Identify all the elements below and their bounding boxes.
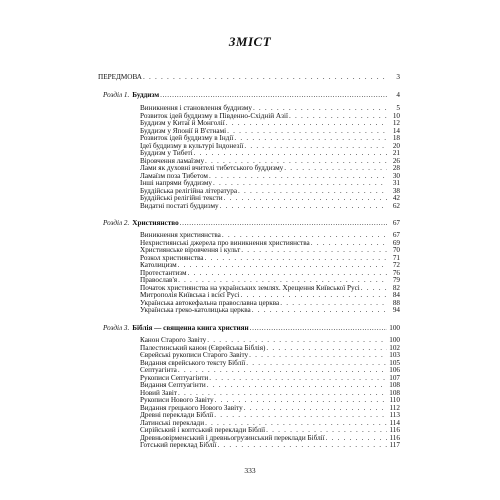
dot-leader [143, 73, 387, 81]
toc-item-page: 72 [392, 261, 400, 269]
toc-item-page: 112 [389, 403, 400, 412]
section-page: 67 [392, 219, 400, 227]
toc-item-label: Сирійський і коптський переклади Біблії [140, 426, 266, 434]
toc-item-label: Українська автокефальна православна церква [140, 298, 280, 307]
toc-item-label: Розвиток ідей буддизму в Південно-Східній Азії [140, 111, 288, 120]
toc-item-label: Видатні постаті буддизму [140, 201, 219, 210]
section-page: 100 [389, 324, 400, 332]
toc-item-page: 70 [392, 246, 400, 254]
dot-leader [180, 219, 387, 227]
toc-item-page: 88 [392, 298, 400, 307]
toc-item-page: 117 [389, 441, 400, 449]
toc-item-page: 100 [389, 336, 400, 344]
dot-leader [220, 202, 387, 210]
toc-item-label: Буддизм у Японії й В'єтнамі [140, 126, 227, 135]
toc-item-label: Палестинський канон (Єврейська Біблія) [140, 343, 266, 352]
dot-leader [160, 91, 387, 99]
toc-item-page: 103 [389, 351, 400, 359]
toc-item-label: Канон Старого Завіту [140, 336, 207, 344]
toc-item-page: 108 [389, 381, 400, 389]
toc-item-page: 28 [392, 164, 400, 172]
toc-item-page: 108 [389, 388, 400, 397]
toc-item-page: 5 [396, 104, 400, 112]
toc-item-page: 30 [392, 171, 400, 180]
toc-item-label: Готський переклад Біблії [140, 441, 217, 449]
toc-item-label: Буддизм у Китаї й Монголії [140, 119, 225, 127]
toc-item-page: 106 [389, 366, 400, 374]
toc-item[interactable] [140, 441, 400, 449]
toc-item-label: Християнське віровчення і культ [140, 246, 241, 254]
toc-item-page: 114 [389, 418, 400, 427]
page-number: 333 [244, 466, 256, 475]
toc-item-page: 84 [392, 291, 400, 299]
toc-item-label: Лами як духовні вчителі тибетського буддизму [140, 164, 284, 172]
toc-item-label: Латинські переклади [140, 418, 205, 427]
toc-item-page: 12 [392, 119, 400, 127]
toc-item-page: 62 [392, 201, 400, 210]
toc-item-label: Септуагінта [140, 366, 177, 374]
toc-item-label: Нехристиянські джерела про виникнення християнства [140, 238, 310, 247]
toc-item-page: 79 [392, 276, 400, 284]
toc-item-label: Буддійські релігійні тексти [140, 194, 223, 202]
toc-item-label: Виникнення і становлення буддизму [140, 104, 252, 112]
toc-item-label: Митрополія Київська і всієї Русі [140, 291, 240, 299]
toc-item-page: 14 [392, 126, 400, 135]
toc-item-page: 102 [389, 343, 400, 352]
toc-item-page: 71 [392, 253, 400, 262]
toc-item-label: Протестантизм [140, 268, 187, 277]
toc-item-page: 3 [396, 73, 400, 81]
toc-item-label: Віровчення ламаїзму [140, 156, 205, 165]
toc-item-page: 67 [392, 231, 400, 239]
toc-item-page: 94 [392, 306, 400, 314]
toc-item-label: Ламаїзм поза Тибетом [140, 171, 208, 180]
toc-item-label: Древні переклади Біблії [140, 411, 214, 419]
toc-item-label: Видання грецького Нового Завіту [140, 403, 243, 412]
section-prefix: Розділ 2. [103, 219, 130, 227]
toc-item-page: 76 [392, 268, 400, 277]
section-title: Біблія — священна книга християн [132, 324, 249, 332]
toc-item-label: Початок християнства на українських землях. Хрещення Київської Русі [140, 283, 360, 292]
toc-preface[interactable] [98, 73, 400, 81]
toc-item-label: Розвиток ідей буддизму в Індії [140, 134, 234, 142]
toc-item-page: 21 [392, 149, 400, 157]
toc-item-label: Українська греко-католицька церква [140, 306, 251, 314]
toc-item-page: 26 [392, 156, 400, 165]
toc-item-page: 110 [389, 396, 400, 404]
toc-item-page: 107 [389, 373, 400, 382]
toc-item-label: Православ'я [140, 276, 178, 284]
toc-item-page: 20 [392, 141, 400, 150]
toc-item-page: 82 [392, 283, 400, 292]
toc-item-page: 38 [392, 186, 400, 195]
toc-item-page: 10 [392, 111, 400, 120]
section-prefix: Розділ 3. [103, 324, 130, 332]
toc-item-page: 116 [389, 426, 400, 434]
toc-item-label: Древньовірменський і древньогрузинський переклади Біблії [140, 433, 325, 442]
toc-item[interactable] [140, 202, 400, 210]
toc-section-2[interactable] [103, 219, 400, 227]
toc-section-1[interactable] [103, 91, 400, 99]
toc-section-3[interactable] [103, 324, 400, 332]
section-page: 4 [396, 91, 400, 99]
section-title: Буддизм [132, 91, 160, 99]
toc-item-page: 116 [389, 433, 400, 442]
toc-item-label: Буддизм у Тибеті [140, 149, 193, 157]
toc-item-label: Інші напрями буддизму [140, 179, 213, 187]
toc-item-page: 31 [392, 179, 400, 187]
toc-item-page: 69 [392, 238, 400, 247]
toc-item-label: Буддійська релігійна література [140, 186, 238, 195]
dot-leader [250, 324, 387, 332]
toc-item-label: Рукописи Нового Завіту [140, 396, 214, 404]
toc-item-label: Католицизм [140, 261, 177, 269]
dot-leader [217, 441, 387, 449]
section-title: Християнство [132, 219, 179, 227]
toc-item[interactable] [140, 306, 400, 314]
toc-item-page: 113 [389, 411, 400, 419]
toc-item-label: Видання єврейського тексту Біблії [140, 358, 246, 367]
toc-item-label: Розкол християнства [140, 253, 204, 262]
toc-item-label: ПЕРЕДМОВА [98, 73, 142, 81]
section-prefix: Розділ 1. [103, 91, 130, 99]
toc-item-page: 105 [389, 358, 400, 367]
toc-item-label: Новий Завіт [140, 388, 177, 397]
page-title: ЗМІСТ [228, 34, 272, 49]
toc-item-label: Ідеї буддизму в культурі Індонезії [140, 141, 244, 150]
toc-item-label: Видання Септуагінти [140, 381, 206, 389]
toc-item-page: 18 [392, 134, 400, 142]
toc-item-label: Рукописи Септуагінти [140, 373, 209, 382]
toc-item-label: Єврейські рукописи Старого Завіту [140, 351, 249, 359]
dot-leader [252, 306, 387, 314]
toc-item-label: Виникнення християнства [140, 231, 221, 239]
toc-item-page: 42 [392, 194, 400, 202]
